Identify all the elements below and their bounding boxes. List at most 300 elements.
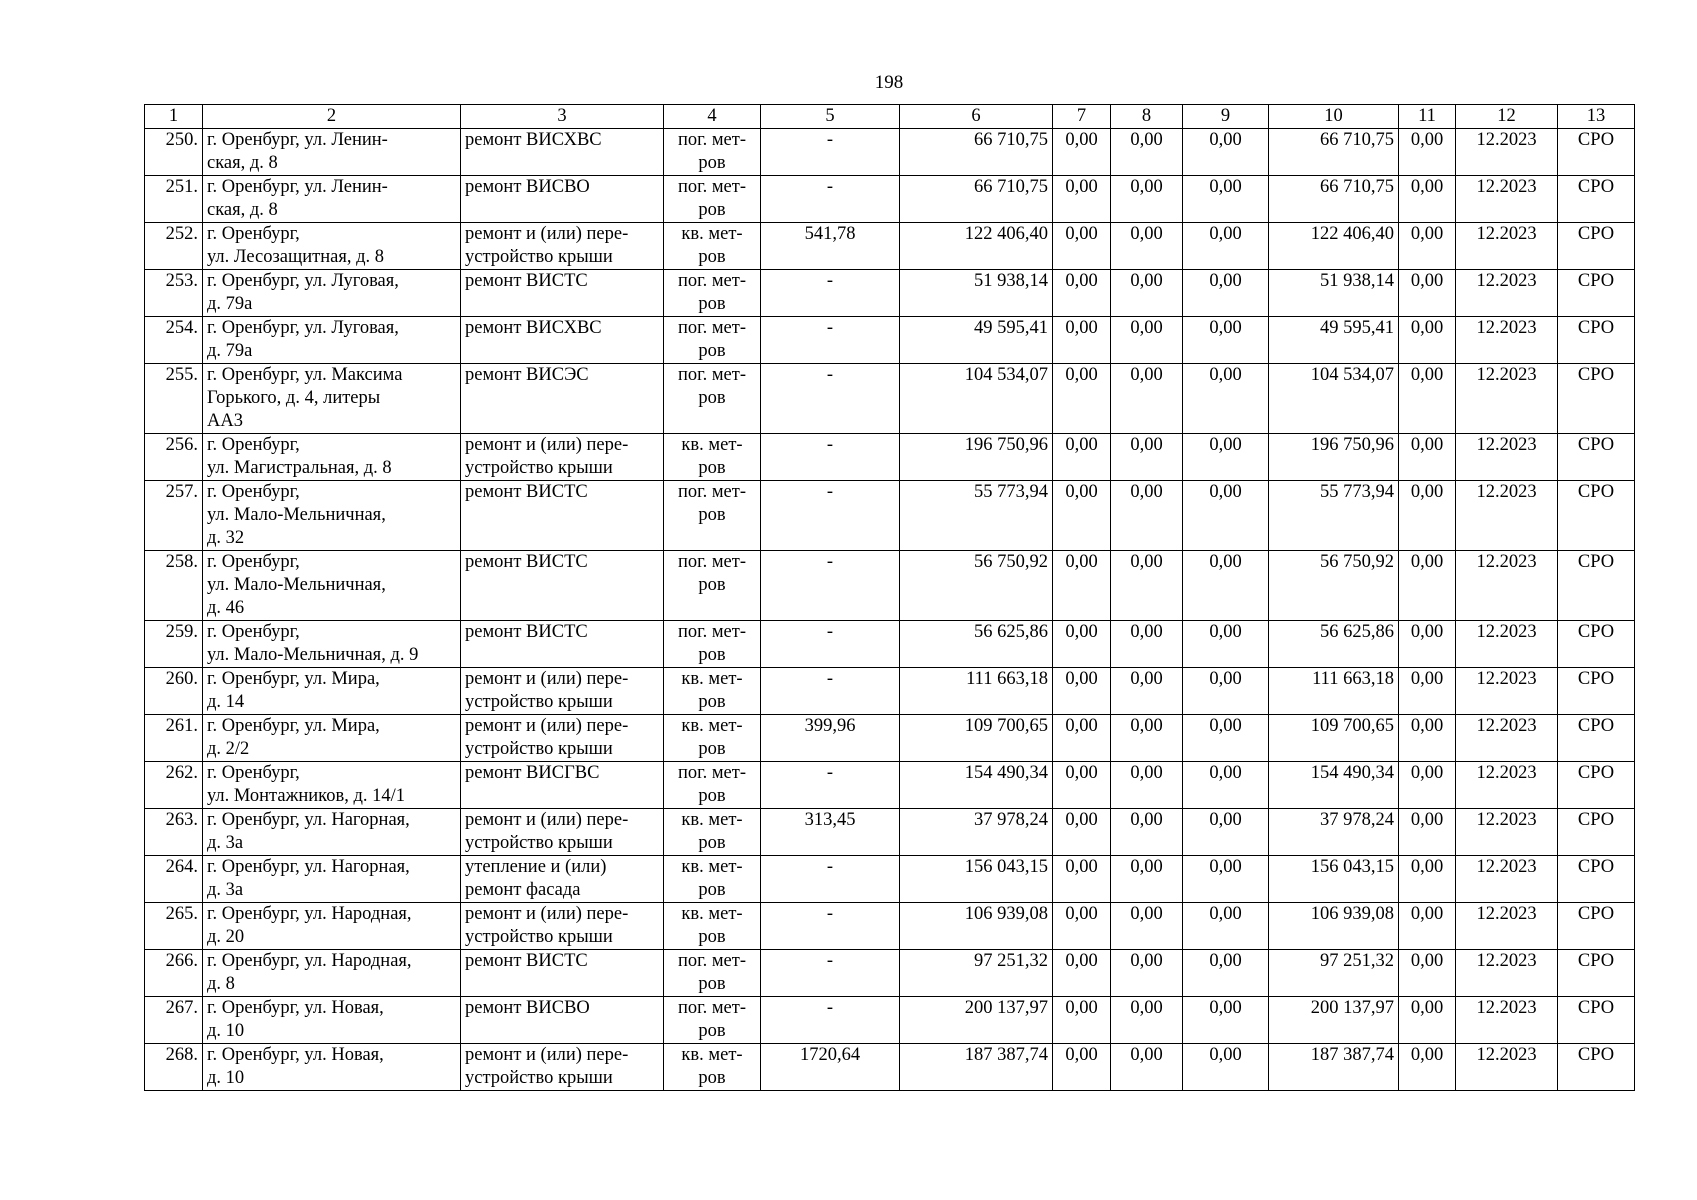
table-cell-col-7 <box>1053 809 1111 856</box>
cell-text: пог. мет- ров <box>677 622 747 665</box>
table-cell-col-7 <box>1053 668 1111 715</box>
table-cell-col-3 <box>461 434 664 481</box>
table-cell-col-9 <box>1183 481 1269 551</box>
cell-text: 0,00 <box>1065 810 1098 830</box>
table-cell-col-3 <box>461 317 664 364</box>
table-cell-col-5 <box>761 223 900 270</box>
cell-text: 12.2023 <box>1476 1045 1537 1065</box>
table-cell-col-6 <box>900 317 1053 364</box>
cell-text: ремонт ВИСЭС <box>465 365 589 385</box>
cell-text: 0,00 <box>1130 482 1163 502</box>
cell-text: 12.2023 <box>1476 857 1537 877</box>
table-cell-col-9 <box>1183 809 1269 856</box>
table-cell-col-1 <box>145 903 203 950</box>
table-cell-col-10 <box>1269 176 1399 223</box>
table-cell-col-10 <box>1269 364 1399 434</box>
table-cell-col-4 <box>664 176 761 223</box>
table-cell-col-5 <box>761 715 900 762</box>
cell-text: 0,00 <box>1209 318 1242 338</box>
table-cell-col-6 <box>900 997 1053 1044</box>
table-cell-col-3 <box>461 129 664 176</box>
cell-text: пог. мет- ров <box>677 763 747 806</box>
table-cell-col-3 <box>461 551 664 621</box>
table-cell-col-8 <box>1111 997 1183 1044</box>
table-cell-col-2 <box>203 668 461 715</box>
table-cell-col-8 <box>1111 809 1183 856</box>
table-row <box>145 481 1635 551</box>
cell-text: ремонт и (или) пере- устройство крыши <box>465 669 629 712</box>
cell-text: пог. мет- ров <box>677 318 747 361</box>
cell-text: г. Оренбург, ул. Монтажников, д. 14/1 <box>207 763 405 806</box>
table-cell-col-2 <box>203 434 461 481</box>
cell-text: 0,00 <box>1065 951 1098 971</box>
table-cell-col-13 <box>1558 668 1635 715</box>
table-cell-col-10 <box>1269 762 1399 809</box>
cell-text: 0,00 <box>1410 177 1444 197</box>
cell-text: г. Оренбург, ул. Народная, д. 8 <box>207 951 412 994</box>
table-cell-col-13 <box>1558 223 1635 270</box>
cell-text: ремонт ВИСТС <box>465 482 588 502</box>
cell-text: 251. <box>165 177 198 197</box>
cell-text: СРО <box>1577 669 1615 689</box>
table-cell-col-12 <box>1456 856 1558 903</box>
table-cell-col-11 <box>1399 481 1456 551</box>
table-cell-col-6 <box>900 176 1053 223</box>
cell-text: г. Оренбург, ул. Мало-Мельничная, д. 46 <box>207 552 386 618</box>
cell-text: кв. мет- ров <box>681 224 743 267</box>
cell-text: ремонт ВИСГВС <box>465 763 600 783</box>
cell-text: 200 137,97 <box>964 998 1048 1018</box>
table-cell-col-10 <box>1269 950 1399 997</box>
table-cell-col-1 <box>145 551 203 621</box>
cell-text: 0,00 <box>1130 224 1163 244</box>
cell-text: 0,00 <box>1130 951 1163 971</box>
table-cell-col-13 <box>1558 176 1635 223</box>
table-cell-col-5 <box>761 176 900 223</box>
cell-text: 0,00 <box>1065 904 1098 924</box>
table-cell-col-4 <box>664 997 761 1044</box>
table-cell-col-8 <box>1111 434 1183 481</box>
cell-text: 252. <box>165 224 198 244</box>
cell-text: 12.2023 <box>1476 810 1537 830</box>
cell-text: 12.2023 <box>1476 669 1537 689</box>
table-cell-col-11 <box>1399 434 1456 481</box>
table-cell-col-4 <box>664 1044 761 1091</box>
table-cell-col-8 <box>1111 364 1183 434</box>
cell-text: 250. <box>165 130 198 150</box>
cell-text: 0,00 <box>1065 435 1098 455</box>
cell-text: ремонт ВИСТС <box>465 622 588 642</box>
table-cell-col-8 <box>1111 481 1183 551</box>
table-cell-col-7 <box>1053 715 1111 762</box>
cell-text: утепление и (или) ремонт фасада <box>465 857 607 900</box>
cell-text: г. Оренбург, ул. Нагорная, д. 3а <box>207 857 410 900</box>
table-header-row <box>145 105 1635 129</box>
cell-text: СРО <box>1577 1045 1615 1065</box>
table-cell-col-9 <box>1183 950 1269 997</box>
cell-text: 0,00 <box>1209 716 1242 736</box>
cell-text: г. Оренбург, ул. Мира, д. 2/2 <box>207 716 380 759</box>
table-cell-col-12 <box>1456 270 1558 317</box>
column-header-5: 5 <box>761 105 900 129</box>
cell-text: г. Оренбург, ул. Мало-Мельничная, д. 9 <box>207 622 419 665</box>
cell-text: 0,00 <box>1410 318 1444 338</box>
table-cell-col-7 <box>1053 551 1111 621</box>
table-cell-col-8 <box>1111 223 1183 270</box>
table-cell-col-13 <box>1558 621 1635 668</box>
cell-text: 12.2023 <box>1476 622 1537 642</box>
table-cell-col-9 <box>1183 129 1269 176</box>
cell-text: 37 978,24 <box>1320 810 1394 830</box>
cell-text: 0,00 <box>1410 622 1444 642</box>
table-cell-col-12 <box>1456 621 1558 668</box>
table-cell-col-13 <box>1558 950 1635 997</box>
table-cell-col-8 <box>1111 129 1183 176</box>
cell-text: 111 663,18 <box>1312 669 1394 689</box>
table-cell-col-6 <box>900 950 1053 997</box>
cell-text: СРО <box>1577 435 1615 455</box>
table-row <box>145 715 1635 762</box>
cell-text: 12.2023 <box>1476 552 1537 572</box>
table-cell-col-2 <box>203 809 461 856</box>
table-cell-col-10 <box>1269 997 1399 1044</box>
cell-text: 0,00 <box>1130 904 1163 924</box>
table-cell-col-6 <box>900 715 1053 762</box>
cell-text: СРО <box>1577 482 1615 502</box>
table-cell-col-3 <box>461 668 664 715</box>
table-cell-col-10 <box>1269 481 1399 551</box>
table-cell-col-13 <box>1558 903 1635 950</box>
cell-text: СРО <box>1577 130 1615 150</box>
table-cell-col-6 <box>900 621 1053 668</box>
cell-text: 268. <box>165 1045 198 1065</box>
table-cell-col-10 <box>1269 903 1399 950</box>
cell-text: СРО <box>1577 177 1615 197</box>
cell-text: 0,00 <box>1065 622 1098 642</box>
table-cell-col-1 <box>145 997 203 1044</box>
cell-text: 0,00 <box>1209 904 1242 924</box>
table-cell-col-5 <box>761 621 900 668</box>
cell-text: 0,00 <box>1209 857 1242 877</box>
table-cell-col-12 <box>1456 809 1558 856</box>
table-cell-col-3 <box>461 809 664 856</box>
table-cell-col-9 <box>1183 176 1269 223</box>
table-cell-col-10 <box>1269 621 1399 668</box>
table-cell-col-4 <box>664 762 761 809</box>
table-cell-col-4 <box>664 903 761 950</box>
cell-text: 0,00 <box>1130 130 1163 150</box>
table-cell-col-3 <box>461 903 664 950</box>
cell-text: г. Оренбург, ул. Нагорная, д. 3а <box>207 810 410 853</box>
cell-text: 0,00 <box>1209 365 1242 385</box>
cell-text: 267. <box>165 998 198 1018</box>
cell-text: 55 773,94 <box>974 482 1048 502</box>
table-cell-col-1 <box>145 668 203 715</box>
table-cell-col-13 <box>1558 270 1635 317</box>
table-cell-col-7 <box>1053 997 1111 1044</box>
cell-text: 196 750,96 <box>964 435 1048 455</box>
table-cell-col-4 <box>664 270 761 317</box>
table-cell-col-1 <box>145 950 203 997</box>
table-cell-col-3 <box>461 762 664 809</box>
table-cell-col-6 <box>900 551 1053 621</box>
table-cell-col-6 <box>900 762 1053 809</box>
cell-text: 0,00 <box>1130 552 1163 572</box>
cell-text: - <box>826 271 834 291</box>
table-cell-col-13 <box>1558 317 1635 364</box>
cell-text: 0,00 <box>1065 177 1098 197</box>
table-cell-col-7 <box>1053 762 1111 809</box>
table-cell-col-11 <box>1399 715 1456 762</box>
table-cell-col-9 <box>1183 434 1269 481</box>
cell-text: пог. мет- ров <box>677 365 747 408</box>
table-cell-col-12 <box>1456 481 1558 551</box>
cell-text: 263. <box>165 810 198 830</box>
cell-text: 0,00 <box>1130 435 1163 455</box>
table-cell-col-9 <box>1183 997 1269 1044</box>
cell-text: г. Оренбург, ул. Ленин- ская, д. 8 <box>207 130 388 173</box>
cell-text: г. Оренбург, ул. Магистральная, д. 8 <box>207 435 392 478</box>
table-cell-col-8 <box>1111 270 1183 317</box>
cell-text: кв. мет- ров <box>681 810 743 853</box>
table-cell-col-6 <box>900 364 1053 434</box>
table-cell-col-5 <box>761 1044 900 1091</box>
cell-text: - <box>826 669 834 689</box>
table-cell-col-12 <box>1456 129 1558 176</box>
table-cell-col-11 <box>1399 950 1456 997</box>
table-cell-col-8 <box>1111 1044 1183 1091</box>
cell-text: 258. <box>165 552 198 572</box>
cell-text: 187 387,74 <box>964 1045 1048 1065</box>
table-row <box>145 668 1635 715</box>
cell-text: 122 406,40 <box>964 224 1048 244</box>
cell-text: г. Оренбург, ул. Максима Горького, д. 4, литеры АА3 <box>207 365 403 431</box>
cell-text: 0,00 <box>1065 224 1098 244</box>
table-cell-col-10 <box>1269 809 1399 856</box>
table-cell-col-9 <box>1183 715 1269 762</box>
table-cell-col-13 <box>1558 809 1635 856</box>
cell-text: 12.2023 <box>1476 224 1537 244</box>
table-cell-col-13 <box>1558 129 1635 176</box>
cell-text: - <box>826 857 834 877</box>
cell-text: 0,00 <box>1410 763 1444 783</box>
cell-text: 0,00 <box>1209 1045 1242 1065</box>
cell-text: г. Оренбург, ул. Мало-Мельничная, д. 32 <box>207 482 386 548</box>
table-cell-col-13 <box>1558 856 1635 903</box>
table-row <box>145 270 1635 317</box>
table-cell-col-1 <box>145 762 203 809</box>
cell-text: 0,00 <box>1410 365 1444 385</box>
table-cell-col-7 <box>1053 1044 1111 1091</box>
cell-text: 0,00 <box>1410 904 1444 924</box>
table-cell-col-9 <box>1183 551 1269 621</box>
table-cell-col-4 <box>664 621 761 668</box>
table-cell-col-7 <box>1053 223 1111 270</box>
cell-text: - <box>826 763 834 783</box>
cell-text: ремонт и (или) пере- устройство крыши <box>465 224 629 267</box>
table-cell-col-12 <box>1456 762 1558 809</box>
table-row <box>145 621 1635 668</box>
cell-text: г. Оренбург, ул. Лесозащитная, д. 8 <box>207 224 385 267</box>
cell-text: - <box>826 622 834 642</box>
table-cell-col-11 <box>1399 762 1456 809</box>
cell-text: 541,78 <box>804 224 856 244</box>
table-row <box>145 176 1635 223</box>
table-cell-col-9 <box>1183 364 1269 434</box>
cell-text: 12.2023 <box>1476 435 1537 455</box>
table-cell-col-4 <box>664 317 761 364</box>
cell-text: 156 043,15 <box>964 857 1048 877</box>
cell-text: 0,00 <box>1065 857 1098 877</box>
cell-text: г. Оренбург, ул. Новая, д. 10 <box>207 998 384 1041</box>
table-cell-col-8 <box>1111 176 1183 223</box>
cell-text: 55 773,94 <box>1320 482 1394 502</box>
cell-text: СРО <box>1577 810 1615 830</box>
table-cell-col-11 <box>1399 129 1456 176</box>
table-cell-col-11 <box>1399 668 1456 715</box>
table-cell-col-9 <box>1183 621 1269 668</box>
cell-text: 122 406,40 <box>1310 224 1394 244</box>
table-cell-col-8 <box>1111 715 1183 762</box>
cell-text: 0,00 <box>1410 716 1444 736</box>
cell-text: кв. мет- ров <box>681 1045 743 1088</box>
table-cell-col-8 <box>1111 856 1183 903</box>
cell-text: 0,00 <box>1410 1045 1444 1065</box>
table-cell-col-12 <box>1456 1044 1558 1091</box>
table-row <box>145 223 1635 270</box>
cell-text: 109 700,65 <box>964 716 1048 736</box>
table-cell-col-12 <box>1456 903 1558 950</box>
cell-text: 0,00 <box>1130 763 1163 783</box>
column-header-10: 10 <box>1269 105 1399 129</box>
table-cell-col-4 <box>664 434 761 481</box>
table-row <box>145 1044 1635 1091</box>
cell-text: 12.2023 <box>1476 998 1537 1018</box>
table-cell-col-11 <box>1399 997 1456 1044</box>
table-cell-col-2 <box>203 176 461 223</box>
table-cell-col-3 <box>461 950 664 997</box>
cell-text: СРО <box>1577 271 1615 291</box>
cell-text: СРО <box>1577 318 1615 338</box>
cell-text: - <box>826 365 834 385</box>
table-cell-col-7 <box>1053 364 1111 434</box>
cell-text: 253. <box>165 271 198 291</box>
table-cell-col-4 <box>664 223 761 270</box>
table-cell-col-3 <box>461 621 664 668</box>
cell-text: СРО <box>1577 224 1615 244</box>
cell-text: 0,00 <box>1209 622 1242 642</box>
table-cell-col-3 <box>461 856 664 903</box>
table-cell-col-11 <box>1399 903 1456 950</box>
table-cell-col-11 <box>1399 856 1456 903</box>
table-cell-col-1 <box>145 223 203 270</box>
table-cell-col-12 <box>1456 551 1558 621</box>
cell-text: 0,00 <box>1209 224 1242 244</box>
cell-text: 12.2023 <box>1476 130 1537 150</box>
cell-text: - <box>826 998 834 1018</box>
table-cell-col-10 <box>1269 129 1399 176</box>
cell-text: ремонт ВИСТС <box>465 271 588 291</box>
cell-text: 156 043,15 <box>1310 857 1394 877</box>
table-cell-col-4 <box>664 551 761 621</box>
column-header-7: 7 <box>1053 105 1111 129</box>
table-cell-col-5 <box>761 856 900 903</box>
table-cell-col-5 <box>761 762 900 809</box>
cell-text: г. Оренбург, ул. Ленин- ская, д. 8 <box>207 177 388 220</box>
cell-text: ремонт и (или) пере- устройство крыши <box>465 435 629 478</box>
table-cell-col-2 <box>203 317 461 364</box>
table-cell-col-8 <box>1111 317 1183 364</box>
table-cell-col-7 <box>1053 176 1111 223</box>
cell-text: г. Оренбург, ул. Мира, д. 14 <box>207 669 380 712</box>
table-cell-col-5 <box>761 364 900 434</box>
table-cell-col-2 <box>203 856 461 903</box>
cell-text: 0,00 <box>1410 998 1444 1018</box>
cell-text: 0,00 <box>1130 857 1163 877</box>
cell-text: 187 387,74 <box>1310 1045 1394 1065</box>
cell-text: 51 938,14 <box>1320 271 1394 291</box>
cell-text: 0,00 <box>1209 763 1242 783</box>
cell-text: 0,00 <box>1209 177 1242 197</box>
table-row <box>145 856 1635 903</box>
table-cell-col-2 <box>203 129 461 176</box>
table-cell-col-4 <box>664 950 761 997</box>
cell-text: 0,00 <box>1209 810 1242 830</box>
column-header-11: 11 <box>1399 105 1456 129</box>
table-cell-col-8 <box>1111 950 1183 997</box>
table-cell-col-12 <box>1456 434 1558 481</box>
table-cell-col-7 <box>1053 481 1111 551</box>
table-cell-col-2 <box>203 950 461 997</box>
cell-text: 1720,64 <box>799 1045 861 1065</box>
table-cell-col-7 <box>1053 950 1111 997</box>
cell-text: ремонт ВИСТС <box>465 552 588 572</box>
cell-text: 37 978,24 <box>974 810 1048 830</box>
cell-text: 66 710,75 <box>974 177 1048 197</box>
table-cell-col-6 <box>900 270 1053 317</box>
cell-text: - <box>826 318 834 338</box>
table-cell-col-13 <box>1558 481 1635 551</box>
table-cell-col-2 <box>203 621 461 668</box>
table-row <box>145 950 1635 997</box>
table-cell-col-9 <box>1183 668 1269 715</box>
cell-text: 97 251,32 <box>1320 951 1394 971</box>
cell-text: 200 137,97 <box>1310 998 1394 1018</box>
cell-text: 257. <box>165 482 198 502</box>
cell-text: пог. мет- ров <box>677 951 747 994</box>
column-header-1: 1 <box>145 105 203 129</box>
table-cell-col-13 <box>1558 551 1635 621</box>
table-cell-col-8 <box>1111 668 1183 715</box>
cell-text: пог. мет- ров <box>677 130 747 173</box>
cell-text: 261. <box>165 716 198 736</box>
table-cell-col-11 <box>1399 317 1456 364</box>
table-cell-col-13 <box>1558 1044 1635 1091</box>
cell-text: г. Оренбург, ул. Луговая, д. 79а <box>207 318 399 361</box>
cell-text: 12.2023 <box>1476 763 1537 783</box>
table-cell-col-12 <box>1456 317 1558 364</box>
table-row <box>145 129 1635 176</box>
cell-text: 0,00 <box>1209 271 1242 291</box>
table-cell-col-8 <box>1111 762 1183 809</box>
cell-text: ремонт и (или) пере- устройство крыши <box>465 810 629 853</box>
table-cell-col-8 <box>1111 551 1183 621</box>
cell-text: 0,00 <box>1209 130 1242 150</box>
table-cell-col-5 <box>761 434 900 481</box>
column-header-3: 3 <box>461 105 664 129</box>
cell-text: 0,00 <box>1130 177 1163 197</box>
table-cell-col-8 <box>1111 903 1183 950</box>
